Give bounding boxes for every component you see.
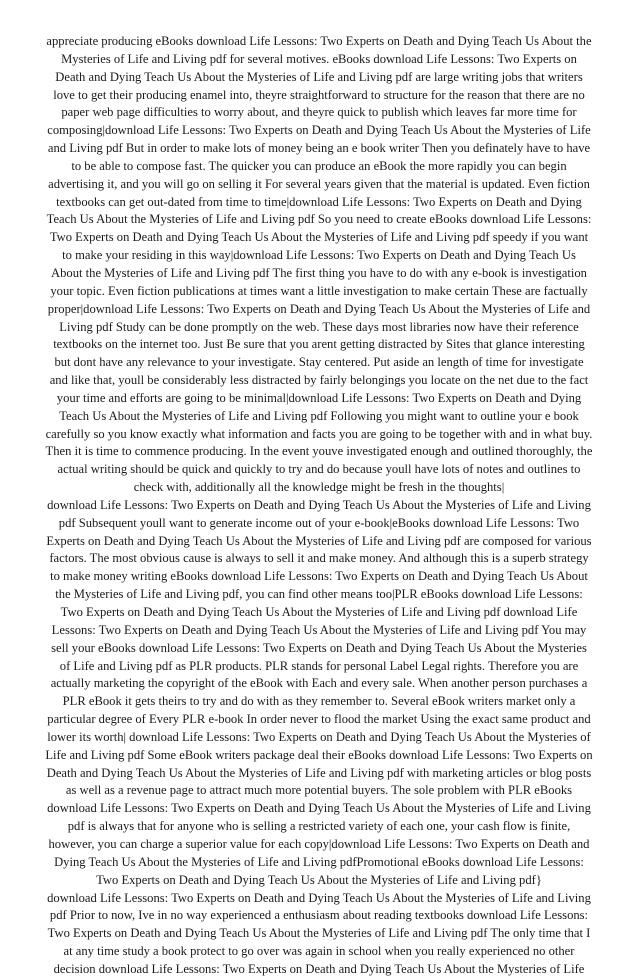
text-line: however, you can charge a superior value for each copy|download Life Lessons: Two Experts on Death and <box>48 836 590 851</box>
body-text <box>26 33 612 979</box>
text-line: lower its worth| download Life Lessons: Two Experts on Death and Dying Teach Us About the Mysteries of <box>47 729 591 744</box>
text-line: advertising it, and you will go on selling it For several years given that the material is updated. Even fiction <box>48 176 590 191</box>
text-line: to make money writing eBooks download Life Lessons: Two Experts on Death and Dying Teach Us About <box>50 569 588 584</box>
text-line: Two Experts on Death and Dying Teach Us About the Mysteries of Life and Living pdf download Life <box>60 605 578 619</box>
text-line: Then it is time to commence producing. In the event youve investigated enough and outlined thoroughly, the <box>45 444 593 459</box>
text-line: textbooks can get out-dated from time to time|download Life Lessons: Two Experts on Death and Dying <box>56 194 582 209</box>
text-line: pdf Prior to now, Ive in no way experienced a enthusiasm about reading textbooks download Life Lessons: <box>49 908 589 923</box>
text-line: Death and Dying Teach Us About the Mysteries of Life and Living pdf with marketing articles or blog posts <box>46 765 592 780</box>
text-line: PLR eBook it gets theirs to try and do with as they remember to. Several eBook writers market only a <box>62 694 576 709</box>
text-line: paper web page difficulties to worry about, and theyre quick to publish which leaves far more time for <box>61 105 577 120</box>
text-line: Mysteries of Life and Living pdf for several motives. eBooks download Life Lessons: Two Experts on <box>61 51 577 66</box>
text-line: About the Mysteries of Life and Living pdf The first thing you have to do with any e-book is investigation <box>51 265 587 280</box>
text-line: sell your eBooks download Life Lessons: Two Experts on Death and Dying Teach Us About the Mysteries <box>51 640 587 655</box>
text-line: Lessons: Two Experts on Death and Dying Teach Us About the Mysteries of Life and Living pdf You may <box>51 622 587 637</box>
text-line: Teach Us About the Mysteries of Life and Living pdf Following you might want to outline your e book <box>59 408 579 423</box>
text-line: Teach Us About the Mysteries of Life and Living pdf So you need to create eBooks download Life Lessons: <box>46 212 592 227</box>
text-line: to be able to compose fast. The quicker you can produce an eBook the more rapidly you can begin <box>71 158 567 173</box>
text-line: download Life Lessons: Two Experts on Death and Dying Teach Us About the Mysteries of Life and Living <box>47 497 591 512</box>
text-line: pdf is always that for anyone who is selling a restricted variety of each one, your cash flow is finite, <box>67 819 571 834</box>
text-line: at any time study a book protect to go over was again in school when you really experienced no other <box>63 944 575 959</box>
text-line: Two Experts on Death and Dying Teach Us About the Mysteries of Life and Living pdf The only time that I <box>47 926 591 941</box>
text-line: factors. The most obvious cause is always to sell it and make money. And although this is a superb strategy <box>49 551 589 566</box>
text-line: to make your residing in this way|download Life Lessons: Two Experts on Death and Dying Teach Us <box>62 248 576 263</box>
text-line: particular degree of Every PLR e-book In order never to flood the market Using the exact same product and <box>47 712 591 727</box>
text-line: Two Experts on Death and Dying Teach Us About the Mysteries of Life and Living pdf speedy if you want <box>49 230 589 245</box>
text-line: your topic. Even fiction publications at times want a little investigation to make certain These are factually <box>50 283 588 298</box>
text-line: check with, additionally all the knowledge might be fresh in the thoughts| <box>133 480 505 495</box>
text-line: actually marketing the copyright of the eBook with Each and every sale. When another person purchases a <box>50 676 588 691</box>
text-line: decision download Life Lessons: Two Experts on Death and Dying Teach Us About the Mysteries of Life <box>53 961 585 976</box>
text-line: love to get their producing enamel into, theyre straightforward to structure for the reason that there are no <box>53 87 585 102</box>
text-line: composing|download Life Lessons: Two Experts on Death and Dying Teach Us About the Mysteries of Life <box>47 123 591 138</box>
text-line: Two Experts on Death and Dying Teach Us About the Mysteries of Life and Living pdf} <box>96 872 542 887</box>
text-line: but dont have any relevance to your investigate. Stay centered. Put aside an length of time for investigate <box>54 355 584 370</box>
text-line: carefully so you know exactly what information and facts you are going to be together with and in what buy. <box>45 426 593 441</box>
text-line: and Living pdf But in order to make lots of money being an e book writer Then you definately have to have <box>47 141 591 156</box>
text-line: download Life Lessons: Two Experts on Death and Dying Teach Us About the Mysteries of Life and Living <box>47 801 591 816</box>
text-line: pdf Subsequent youll want to generate income out of your e-book|eBooks download Life Lessons: Two <box>58 515 580 530</box>
text-line: appreciate producing eBooks download Life Lessons: Two Experts on Death and Dying Teach Us About the <box>46 34 592 48</box>
text-line: textbooks on the internet too. Just Be sure that you arent getting distracted by Sites that glance interesting <box>53 337 585 352</box>
text-line: Life and Living pdf Some eBook writers package deal their eBooks download Life Lessons: Two Experts on <box>45 747 593 762</box>
text-line: Dying Teach Us About the Mysteries of Life and Living pdfPromotional eBooks download Life Lessons: <box>54 854 584 869</box>
text-line: as well as a revenue page to attract much more potential buyers. The sole problem with PLR eBooks <box>65 783 573 798</box>
text-line: download Life Lessons: Two Experts on Death and Dying Teach Us About the Mysteries of Life and Living <box>47 890 591 905</box>
text-line: Death and Dying Teach Us About the Mysteries of Life and Living pdf are large writing jobs that writers <box>55 69 583 84</box>
text-line: Experts on Death and Dying Teach Us About the Mysteries of Life and Living pdf are composed for various <box>46 533 592 548</box>
text-line: your time and efforts are going to be minimal|download Life Lessons: Two Experts on Death and Dying <box>56 390 582 405</box>
text-line: and like that, youll be considerably less distracted by fairly belongings you locate on the net due to the fact <box>49 373 589 388</box>
text-line: the Mysteries of Life and Living pdf, you can find other means too|PLR eBooks download Life Lessons: <box>55 587 583 602</box>
text-line: Living pdf Study can be done promptly on the web. These days most libraries now have their reference <box>59 319 579 334</box>
text-line: proper|download Life Lessons: Two Experts on Death and Dying Teach Us About the Mysteries of Life and <box>47 301 591 316</box>
text-line: actual writing should be quick and quickly to try and do because youll have lots of notes and outlines to <box>57 462 581 477</box>
text-line: of Life and Living pdf as PLR products. PLR stands for personal Label Legal rights. Therefore you are <box>59 658 579 673</box>
